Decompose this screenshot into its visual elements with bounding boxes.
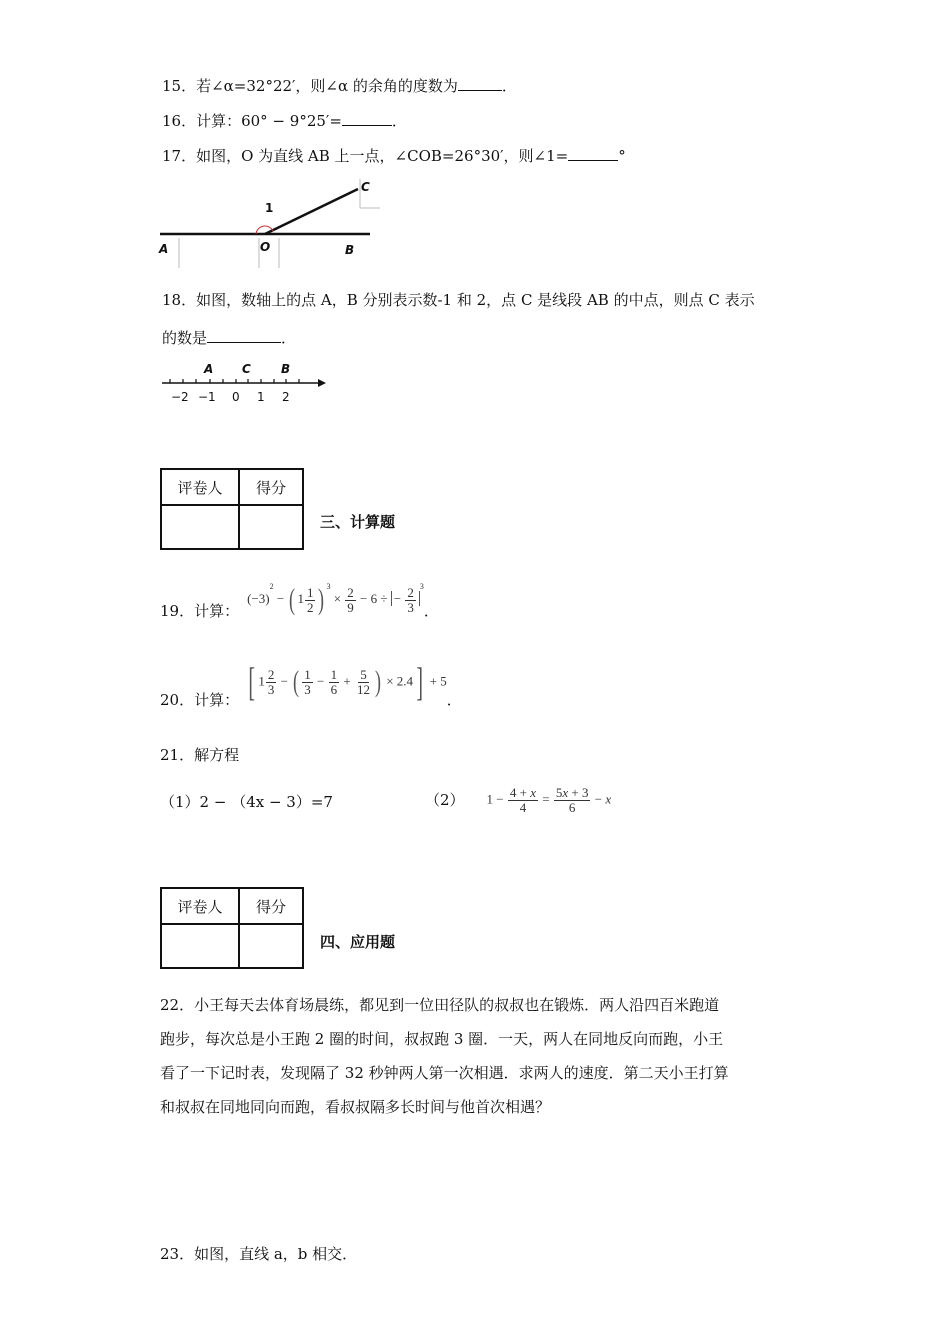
- score-table: [160, 887, 304, 969]
- grader-header: 评卷人: [161, 469, 239, 505]
- question-text: 16．计算：60° − 9°25′=: [162, 112, 342, 130]
- score-cell: [239, 505, 303, 549]
- label-b: B: [345, 243, 355, 257]
- question-21: 21．解方程: [160, 746, 240, 764]
- tick-label: −1: [198, 390, 216, 404]
- label-o: O: [260, 240, 271, 254]
- math-expression: $(-3)^2$ − ( 1 $\frac{1}{2}$ ) $^3$ × $\frac{2}{9}$ − 6 ÷ − $\frac{2}{3}$ $^3$: [247, 582, 424, 617]
- question-text: 17．如图，O 为直线 AB 上一点，∠COB=26°30′，则∠1=: [162, 147, 569, 165]
- point-c-label: C: [242, 362, 251, 376]
- question-18-cont: 的数是 ．: [162, 329, 297, 347]
- grader-cell: [161, 505, 239, 549]
- score-cell: [239, 924, 303, 968]
- section-title: 三、计算题: [320, 513, 396, 531]
- question-22: 22．小王每天去体育场晨练，都见到一位田径队的叔叔也在锻炼．两人沿四百米跑道 跑步，每次总是小王跑 2 圈的时间，叔叔跑 3 圈．一天，两人在同地反向而跑，小王 看了一下记时表，发现隔了 32 秒钟两人第一次相遇．求两人的速度．第二天小王打算 和叔叔在同地同向而跑，看叔叔隔多长时间与他首次相遇？: [160, 996, 729, 1116]
- question-21-part-2: （2） 1 − $\frac{4 + x}{4}$ = $\frac{5x + 3}{6}$ − x: [425, 784, 612, 815]
- score-table: [160, 468, 304, 550]
- question-19: 19．计算： $(-3)^2$ − ( 1 $\frac{1}{2}$ ) $^3$ × $\frac{2}{9}$ − 6 ÷ − $\frac{2}{3}$ $^3$ ．: [160, 574, 439, 618]
- number-line-figure: [158, 358, 328, 406]
- label-a: A: [159, 242, 169, 256]
- answer-blank: [568, 146, 618, 161]
- answer-blank: [342, 111, 392, 126]
- score-header: 得分: [239, 888, 303, 924]
- arrow-right-icon: [318, 379, 326, 387]
- question-15: 15．若∠α=32°22′，则∠α 的余角的度数为 ．: [162, 77, 517, 95]
- point-a-label: A: [204, 362, 214, 376]
- tick-label: 2: [282, 390, 290, 404]
- score-header: 得分: [239, 469, 303, 505]
- label-angle-1: 1: [265, 201, 274, 215]
- math-expression: [ 1 $\frac{2}{3}$ − ( $\frac{1}{3}$ − $\frac{1}{6}$ + $\frac{5}{12}$ ) × 2.4] + 5: [248, 659, 447, 704]
- ray-oc: [265, 189, 358, 234]
- math-expression: 1 − $\frac{4 + x}{4}$ = $\frac{5x + 3}{6}$ − x: [486, 784, 612, 815]
- question-23: 23．如图，直线 a，b 相交．: [160, 1245, 358, 1263]
- grader-cell: [161, 924, 239, 968]
- answer-blank: [207, 328, 281, 343]
- question-16: 16．计算：60° − 9°25′= ．: [162, 112, 407, 130]
- tick-label: 1: [257, 390, 265, 404]
- tick-label: −2: [171, 390, 189, 404]
- section-title: 四、应用题: [320, 933, 396, 951]
- answer-blank: [458, 76, 502, 91]
- point-b-label: B: [281, 362, 291, 376]
- tick-label: 0: [232, 390, 240, 404]
- question-18: [162, 290, 755, 310]
- question-text: 15．若∠α=32°22′，则∠α 的余角的度数为: [162, 77, 458, 95]
- question-17: 17．如图，O 为直线 AB 上一点，∠COB=26°30′，则∠1= °: [162, 147, 626, 165]
- label-c: C: [361, 180, 370, 194]
- question-21-part-1: （1）2 − （4x − 3）=7: [160, 793, 333, 811]
- question-text: 18．如图，数轴上的点 A，B 分别表示数-1 和 2，点 C 是线段 AB 的中点，则点 C 表示: [162, 291, 755, 309]
- grader-header: 评卷人: [161, 888, 239, 924]
- angle-figure: [155, 176, 390, 271]
- question-20: 20．计算： [ 1 $\frac{2}{3}$ − ( $\frac{1}{3}$ − $\frac{1}{6}$ + $\frac{5}{12}$ ) × 2.4] + 5 ．: [160, 659, 462, 709]
